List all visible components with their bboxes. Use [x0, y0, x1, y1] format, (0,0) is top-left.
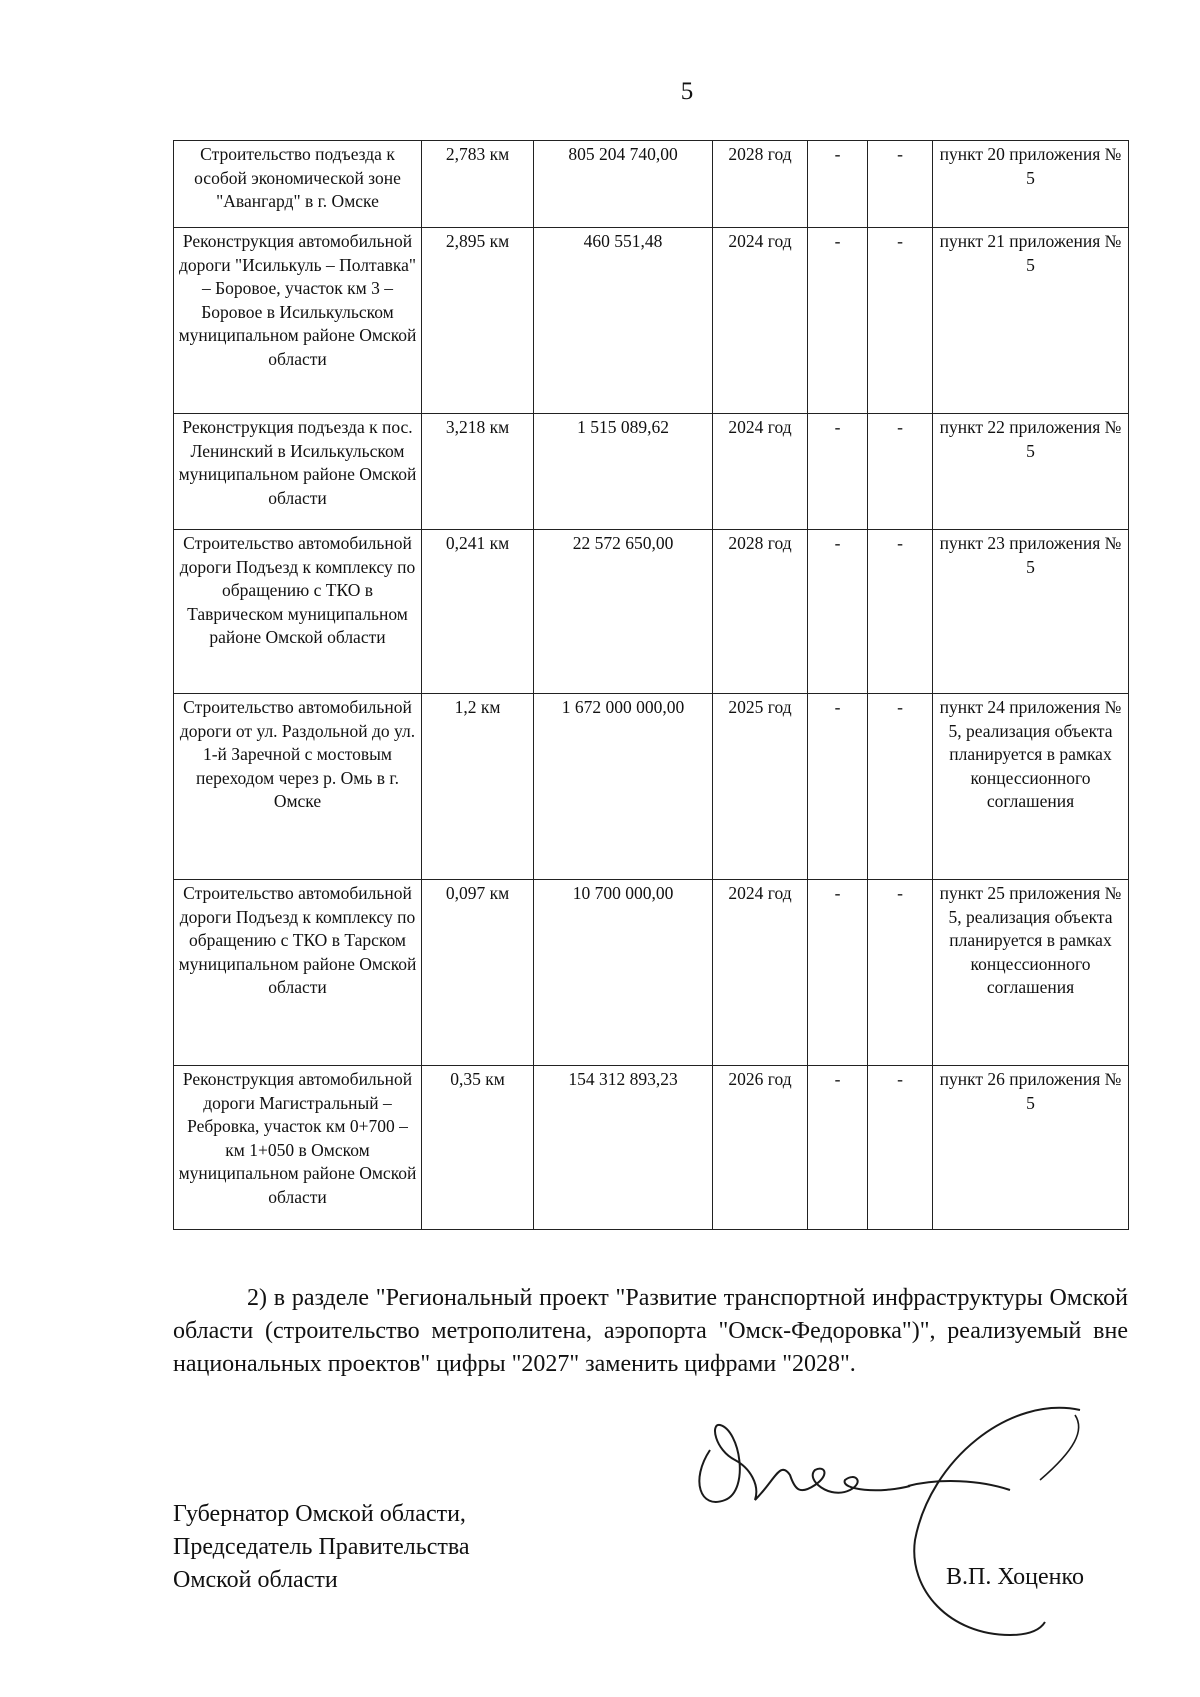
- table-row: [174, 414, 1129, 530]
- note-cell: пункт 25 приложения № 5, реализация объекта планируется в рамках концессионного соглашения: [933, 880, 1129, 1066]
- table-row: [174, 141, 1129, 228]
- length-cell: 3,218 км: [422, 414, 534, 530]
- year-cell: 2024 год: [713, 414, 808, 530]
- object-name-cell: Реконструкция автомобильной дороги "Исилькуль – Полтавка" – Боровое, участок км 3 – Боровое в Исилькульском муниципальном районе Омской области: [174, 228, 422, 414]
- cost-cell: 460 551,48: [534, 228, 713, 414]
- cost-cell: 10 700 000,00: [534, 880, 713, 1066]
- cost-cell: 805 204 740,00: [534, 141, 713, 228]
- year-cell: 2024 год: [713, 880, 808, 1066]
- dash-cell: -: [808, 1066, 868, 1230]
- note-cell: пункт 22 приложения № 5: [933, 414, 1129, 530]
- cost-cell: 1 515 089,62: [534, 414, 713, 530]
- year-cell: 2028 год: [713, 141, 808, 228]
- governor-title-line: Губернатор Омской области,: [173, 1501, 466, 1527]
- amendment-text: 2) в разделе "Региональный проект "Развитие транспортной инфраструктуры Омской области (строительство метрополитена, аэропорта "Омск-Федоровка")", реализуемый вне национальных проектов" цифры "2027" заменить цифрами "2028".: [173, 1285, 1128, 1377]
- dash-cell: -: [868, 141, 933, 228]
- governor-title-line: Председатель Правительства: [173, 1534, 470, 1560]
- dash-cell: -: [808, 880, 868, 1066]
- governor-title-block: [173, 1498, 470, 1597]
- dash-cell: -: [808, 141, 868, 228]
- handwritten-signature: [680, 1390, 1120, 1640]
- page-number: 5: [680, 78, 694, 105]
- note-cell: пункт 26 приложения № 5: [933, 1066, 1129, 1230]
- dash-cell: -: [868, 694, 933, 880]
- note-cell: пункт 21 приложения № 5: [933, 228, 1129, 414]
- note-cell: пункт 24 приложения № 5, реализация объекта планируется в рамках концессионного соглашения: [933, 694, 1129, 880]
- table-row: [174, 228, 1129, 414]
- table-row: [174, 880, 1129, 1066]
- cost-cell: 154 312 893,23: [534, 1066, 713, 1230]
- dash-cell: -: [868, 228, 933, 414]
- length-cell: 1,2 км: [422, 694, 534, 880]
- table-row: [174, 530, 1129, 694]
- dash-cell: -: [808, 414, 868, 530]
- cost-cell: 1 672 000 000,00: [534, 694, 713, 880]
- length-cell: 2,783 км: [422, 141, 534, 228]
- object-name-cell: Реконструкция подъезда к пос. Ленинский в Исилькульском муниципальном районе Омской области: [174, 414, 422, 530]
- length-cell: 2,895 км: [422, 228, 534, 414]
- year-cell: 2025 год: [713, 694, 808, 880]
- note-cell: пункт 23 приложения № 5: [933, 530, 1129, 694]
- objects-table: [173, 140, 1129, 1230]
- dash-cell: -: [808, 530, 868, 694]
- object-name-cell: Строительство автомобильной дороги Подъезд к комплексу по обращению с ТКО в Тарском муниципальном районе Омской области: [174, 880, 422, 1066]
- dash-cell: -: [808, 694, 868, 880]
- object-name-cell: Строительство подъезда к особой экономической зоне "Авангард" в г. Омске: [174, 141, 422, 228]
- amendment-paragraph: [173, 1282, 1128, 1381]
- length-cell: 0,241 км: [422, 530, 534, 694]
- dash-cell: -: [868, 880, 933, 1066]
- year-cell: 2026 год: [713, 1066, 808, 1230]
- table-row: [174, 694, 1129, 880]
- dash-cell: -: [868, 530, 933, 694]
- object-name-cell: Реконструкция автомобильной дороги Магистральный – Ребровка, участок км 0+700 – км 1+050 в Омском муниципальном районе Омской области: [174, 1066, 422, 1230]
- table-row: [174, 1066, 1129, 1230]
- dash-cell: -: [808, 228, 868, 414]
- signer-name: В.П. Хоценко: [946, 1564, 1084, 1590]
- governor-title-line: Омской области: [173, 1567, 338, 1593]
- object-name-cell: Строительство автомобильной дороги от ул. Раздольной до ул. 1-й Заречной с мостовым переходом через р. Омь в г. Омске: [174, 694, 422, 880]
- dash-cell: -: [868, 414, 933, 530]
- length-cell: 0,35 км: [422, 1066, 534, 1230]
- note-cell: пункт 20 приложения № 5: [933, 141, 1129, 228]
- dash-cell: -: [868, 1066, 933, 1230]
- year-cell: 2028 год: [713, 530, 808, 694]
- length-cell: 0,097 км: [422, 880, 534, 1066]
- object-name-cell: Строительство автомобильной дороги Подъезд к комплексу по обращению с ТКО в Таврическом муниципальном районе Омской области: [174, 530, 422, 694]
- year-cell: 2024 год: [713, 228, 808, 414]
- cost-cell: 22 572 650,00: [534, 530, 713, 694]
